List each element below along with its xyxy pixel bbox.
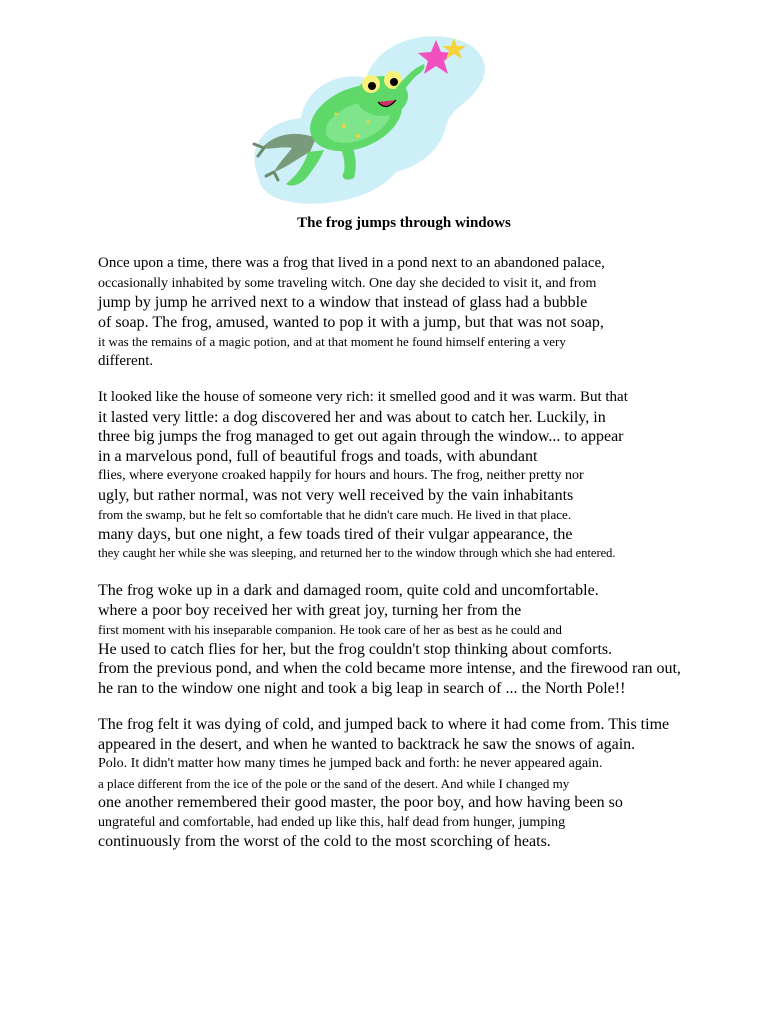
frog-jumping-with-star-icon (246, 26, 494, 210)
text-line: flies, where everyone croaked happily for hours and hours. The frog, neither pretty nor (98, 468, 584, 483)
text-line: he ran to the window one night and took a big leap in search of ... the North Pole!! (98, 679, 626, 697)
text-line: from the previous pond, and when the cold became more intense, and the firewood ran out, (98, 660, 681, 677)
paragraph-3 (98, 581, 738, 698)
document-title: The frog jumps through windows (297, 215, 511, 231)
paragraph-1 (98, 254, 738, 371)
text-line: many days, but one night, a few toads tired of their vulgar appearance, the (98, 525, 573, 543)
text-line: The frog woke up in a dark and damaged room, quite cold and uncomfortable. (98, 582, 599, 599)
text-line: from the swamp, but he felt so comfortable that he didn't care much. He lived in that place. (98, 507, 572, 522)
text-line: it lasted very little: a dog discovered her and was about to catch her. Luckily, in (98, 408, 606, 426)
text-line: it was the remains of a magic potion, and at that moment he found himself entering a very (98, 334, 566, 349)
text-line: of soap. The frog, amused, wanted to pop it with a jump, but that was not soap, (98, 313, 604, 331)
text-line: jump by jump he arrived next to a window that instead of glass had a bubble (98, 294, 588, 311)
text-line: in a marvelous pond, full of beautiful frogs and toads, with abundant (98, 447, 538, 465)
text-line: one another remembered their good master, the poor boy, and how having been so (98, 794, 623, 811)
text-line: It looked like the house of someone very rich: it smelled good and it was warm. But that (98, 389, 628, 405)
text-line: Once upon a time, there was a frog that lived in a pond next to an abandoned palace, (98, 255, 605, 271)
text-line: different. (98, 352, 154, 369)
text-line: they caught her while she was sleeping, and returned her to the window through which she had entered. (98, 546, 616, 560)
text-line: occasionally inhabited by some traveling witch. One day she decided to visit it, and from (98, 275, 597, 291)
text-line: continuously from the worst of the cold to the most scorching of heats. (98, 833, 551, 850)
text-line: Polo. It didn't matter how many times he jumped back and forth: he never appeared again. (98, 756, 603, 771)
text-line: appeared in the desert, and when he wanted to backtrack he saw the snows of again. (98, 735, 636, 753)
text-line: a place different from the ice of the pole or the sand of the desert. And while I changed my (98, 775, 570, 791)
text-line: He used to catch flies for her, but the frog couldn't stop thinking about comforts. (98, 640, 613, 658)
text-line: where a poor boy received her with great joy, turning her from the (98, 601, 522, 619)
paragraph-2 (98, 388, 738, 564)
paragraph-4 (98, 715, 738, 852)
text-line: three big jumps the frog managed to get out again through the window... to appear (98, 428, 624, 445)
text-line: ungrateful and comfortable, had ended up like this, half dead from hunger, jumping (98, 814, 566, 830)
text-line: The frog felt it was dying of cold, and jumped back to where it had come from. This time (98, 716, 670, 733)
text-line: ugly, but rather normal, was not very well received by the vain inhabitants (98, 486, 574, 504)
text-line: first moment with his inseparable companion. He took care of her as best as he could and (98, 622, 562, 637)
